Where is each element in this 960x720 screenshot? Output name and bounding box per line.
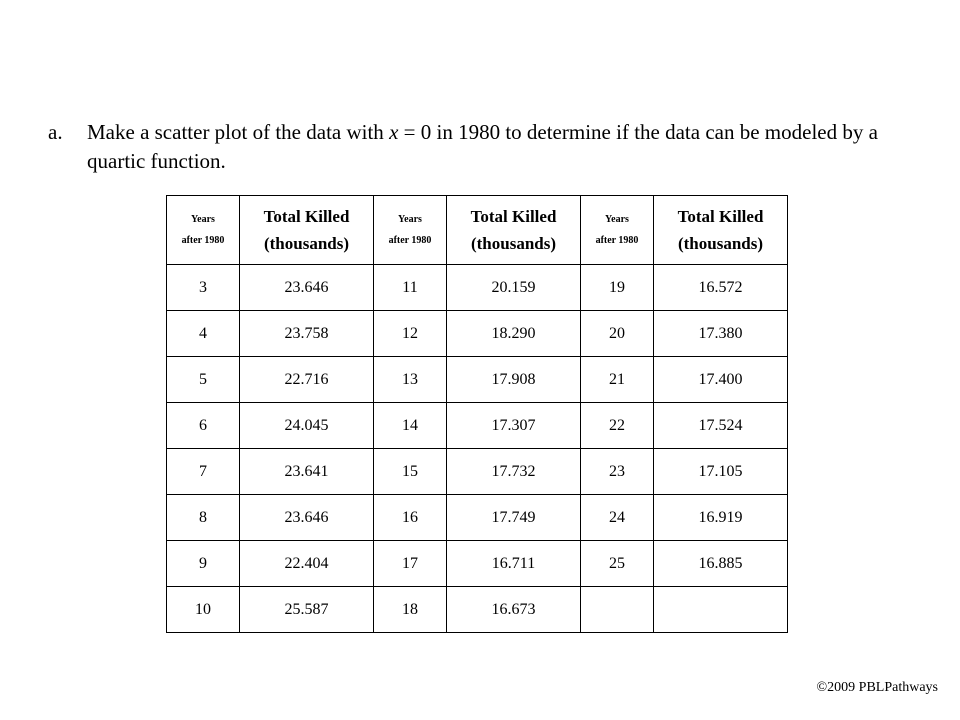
table-cell: 15 <box>374 449 447 495</box>
table-row <box>167 449 788 495</box>
header-label: Years <box>191 214 215 225</box>
table-cell: 7 <box>167 449 240 495</box>
table-cell: 20.159 <box>447 265 581 311</box>
header-label: Total Killed <box>263 207 350 226</box>
table-cell: 24.045 <box>240 403 374 449</box>
table-cell: 3 <box>167 265 240 311</box>
table-cell: 19 <box>581 265 654 311</box>
table-cell: 9 <box>167 541 240 587</box>
table-cell: 18 <box>374 587 447 633</box>
table-row <box>167 265 788 311</box>
header-label: Years <box>398 214 422 225</box>
question-marker: a. <box>48 120 63 144</box>
question-variable: x <box>389 120 399 144</box>
table-cell: 14 <box>374 403 447 449</box>
table-cell: 22.716 <box>240 357 374 403</box>
table-cell: 10 <box>167 587 240 633</box>
table-cell: 17.524 <box>654 403 788 449</box>
table-cell-empty <box>581 587 654 633</box>
table-cell: 8 <box>167 495 240 541</box>
copyright-footer: ©2009 PBLPathways <box>816 680 938 695</box>
table-cell-empty <box>654 587 788 633</box>
table-cell: 17.749 <box>447 495 581 541</box>
data-table <box>166 195 788 633</box>
table-cell: 12 <box>374 311 447 357</box>
table-cell: 17.380 <box>654 311 788 357</box>
header-label: Total Killed <box>470 207 557 226</box>
table-cell: 20 <box>581 311 654 357</box>
header-label: Years <box>605 214 629 225</box>
table-cell: 17.732 <box>447 449 581 495</box>
table-cell: 16.919 <box>654 495 788 541</box>
table-cell: 16.885 <box>654 541 788 587</box>
question-prompt <box>48 118 908 176</box>
table-cell: 11 <box>374 265 447 311</box>
table-cell: 17 <box>374 541 447 587</box>
table-cell: 5 <box>167 357 240 403</box>
table-row <box>167 541 788 587</box>
table-cell: 18.290 <box>447 311 581 357</box>
table-cell: 4 <box>167 311 240 357</box>
table-cell: 23.646 <box>240 265 374 311</box>
table-cell: 22 <box>581 403 654 449</box>
table-row <box>167 311 788 357</box>
header-label: (thousands) <box>263 234 350 253</box>
header-total-killed-3 <box>654 196 788 265</box>
table-cell: 24 <box>581 495 654 541</box>
header-years-2 <box>374 196 447 265</box>
header-years-1 <box>167 196 240 265</box>
table-cell: 16.711 <box>447 541 581 587</box>
table-cell: 16.673 <box>447 587 581 633</box>
header-label: (thousands) <box>677 234 764 253</box>
table-cell: 16 <box>374 495 447 541</box>
table-cell: 25.587 <box>240 587 374 633</box>
table-cell: 13 <box>374 357 447 403</box>
question-text <box>87 118 908 176</box>
table-row <box>167 495 788 541</box>
table-cell: 17.400 <box>654 357 788 403</box>
table-row <box>167 403 788 449</box>
table-header <box>167 196 788 265</box>
table-row <box>167 357 788 403</box>
table-cell: 23.646 <box>240 495 374 541</box>
header-label: after 1980 <box>181 235 225 246</box>
header-label: Total Killed <box>677 207 764 226</box>
header-label: after 1980 <box>388 235 432 246</box>
table-body <box>167 265 788 633</box>
table-cell: 23.641 <box>240 449 374 495</box>
question-text-before: Make a scatter plot of the data with <box>87 120 390 144</box>
header-label: after 1980 <box>595 235 639 246</box>
table-cell: 22.404 <box>240 541 374 587</box>
header-total-killed-2 <box>447 196 581 265</box>
header-years-3 <box>581 196 654 265</box>
table-cell: 6 <box>167 403 240 449</box>
table-cell: 16.572 <box>654 265 788 311</box>
header-total-killed-1 <box>240 196 374 265</box>
table-cell: 25 <box>581 541 654 587</box>
table-cell: 23.758 <box>240 311 374 357</box>
table-cell: 17.908 <box>447 357 581 403</box>
table-cell: 17.307 <box>447 403 581 449</box>
table-cell: 17.105 <box>654 449 788 495</box>
header-label: (thousands) <box>470 234 557 253</box>
table-cell: 21 <box>581 357 654 403</box>
header-row <box>167 196 788 265</box>
table-row <box>167 587 788 633</box>
table-cell: 23 <box>581 449 654 495</box>
question-text-after: = 0 in 1980 to determine if the data can be modeled by a quartic function. <box>87 120 878 173</box>
